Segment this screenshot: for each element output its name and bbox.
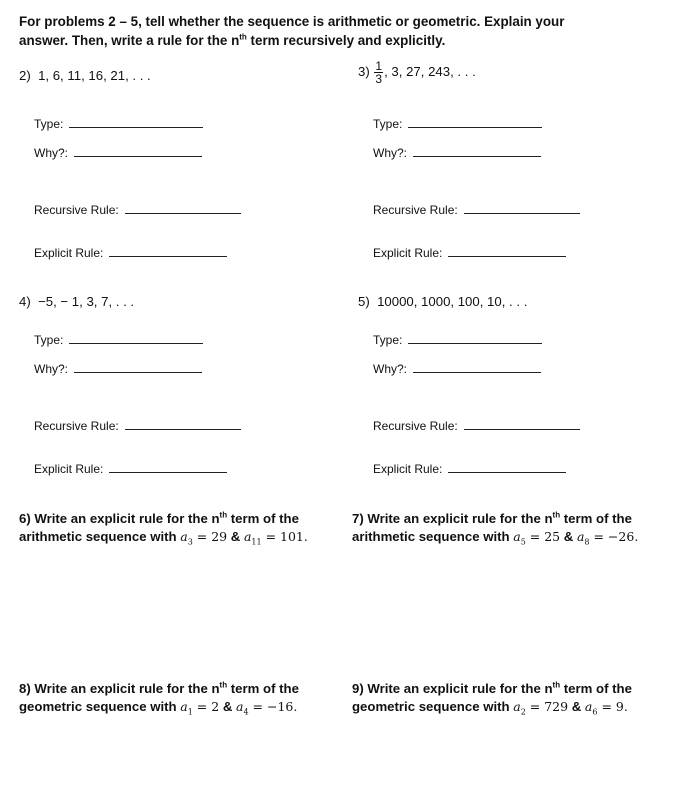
- p3-type-field[interactable]: Type:: [373, 115, 542, 131]
- p4-explicit-field[interactable]: Explicit Rule:: [34, 460, 227, 476]
- instructions: [19, 12, 564, 50]
- p5-recursive-field[interactable]: Recursive Rule:: [373, 417, 580, 433]
- problem-7: 7) Write an explicit rule for the $n^{th}$ term of the arithmetic sequence with $a_5 = 25$ & $a_8 = -26$.: [352, 510, 639, 547]
- problem-2: [19, 68, 151, 83]
- p3-why-field[interactable]: Why?:: [373, 144, 541, 160]
- p2-recursive-field[interactable]: Recursive Rule:: [34, 201, 241, 217]
- problem-3: [358, 60, 476, 85]
- p2-why-field[interactable]: Why?:: [34, 144, 202, 160]
- p5-type-field[interactable]: Type:: [373, 331, 542, 347]
- problem-2-number: 2): [19, 68, 31, 83]
- p5-why-field[interactable]: Why?:: [373, 360, 541, 376]
- p5-explicit-field[interactable]: Explicit Rule:: [373, 460, 566, 476]
- problem-5: [358, 294, 527, 309]
- p3-recursive-field[interactable]: Recursive Rule:: [373, 201, 580, 217]
- p4-why-field[interactable]: Why?:: [34, 360, 202, 376]
- problem-5-number: 5): [358, 294, 370, 309]
- p4-recursive-field[interactable]: Recursive Rule:: [34, 417, 241, 433]
- problem-4: [19, 294, 134, 309]
- p2-explicit-field[interactable]: Explicit Rule:: [34, 244, 227, 260]
- problem-9: 9) Write an explicit rule for the $n^{th}$ term of the geometric sequence with $a_2 = 729$ & $a_6 = 9$.: [352, 680, 632, 717]
- problem-5-sequence: 10000, 1000, 100, 10, . . .: [377, 294, 528, 309]
- problem-6: 6) Write an explicit rule for the $n^{th}$ term of the arithmetic sequence with $a_3 = 29$ & $a_{11} = 101$.: [19, 510, 308, 547]
- p3-explicit-field[interactable]: Explicit Rule:: [373, 244, 566, 260]
- problem-2-sequence: 1, 6, 11, 16, 21, . . .: [38, 68, 151, 83]
- instructions-line-1: For problems 2 – 5, tell whether the sequence is arithmetic or geometric. Explain your: [19, 14, 565, 29]
- problem-4-sequence: −5, − 1, 3, 7, . . .: [38, 294, 135, 309]
- problem-3-fraction: $\frac{1}{3}$: [375, 59, 383, 86]
- p2-type-field[interactable]: Type:: [34, 115, 203, 131]
- problem-8: 8) Write an explicit rule for the $n^{th}$ term of the geometric sequence with $a_1 = 2$ & $a_4 = -16$.: [19, 680, 299, 717]
- p4-type-field[interactable]: Type:: [34, 331, 203, 347]
- problem-3-sequence: , 3, 27, 243, . . .: [384, 63, 476, 79]
- instructions-line-2: answer. Then, write a rule for the $n^{th}$ term recursively and explicitly.: [19, 32, 446, 48]
- problem-4-number: 4): [19, 294, 31, 309]
- problem-3-number: 3): [358, 63, 370, 79]
